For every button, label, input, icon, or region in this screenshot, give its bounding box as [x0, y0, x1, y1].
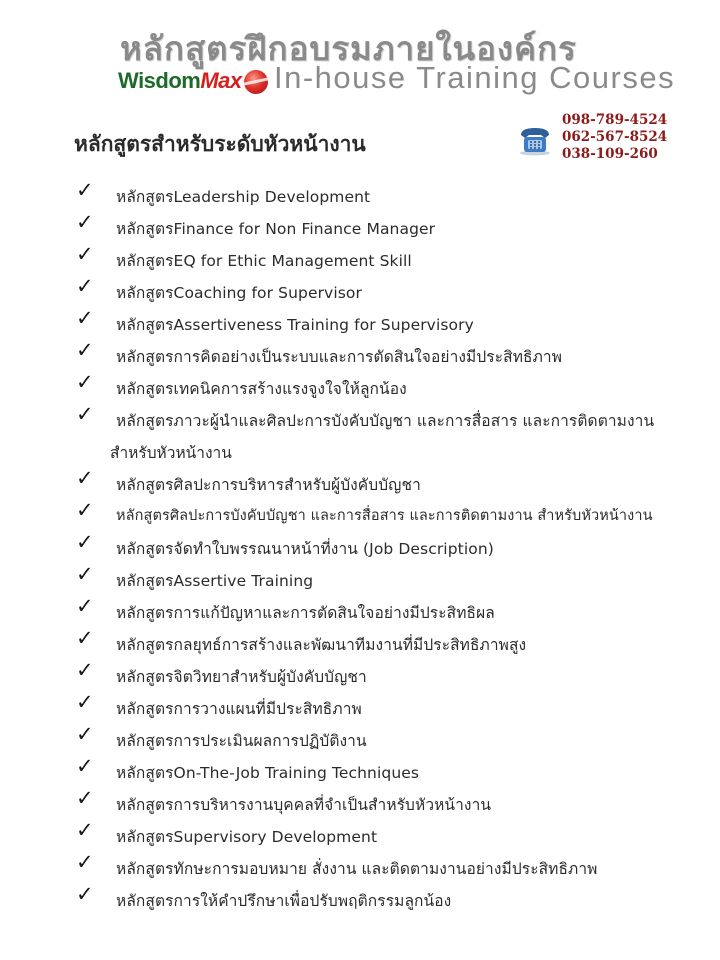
contact-phones: [562, 112, 667, 163]
check-icon: ✓: [76, 530, 94, 554]
course-label: หลักสูตรจัดทำใบพรรณนาหน้าที่งาน (Job Description): [116, 540, 494, 558]
check-icon: ✓: [76, 370, 94, 394]
check-icon: ✓: [76, 690, 94, 714]
course-label: หลักสูตรกลยุทธ์การสร้างและพัฒนาทีมงานที่มีประสิทธิภาพสูง: [116, 636, 527, 654]
course-label: หลักสูตรการบริหารงานบุคคลที่จำเป็นสำหรับหัวหน้างาน: [116, 796, 492, 814]
logo-text-main: Wisdom: [118, 68, 201, 93]
course-label: หลักสูตรSupervisory Development: [116, 828, 378, 846]
check-icon: ✓: [76, 850, 94, 874]
telephone-icon: [518, 124, 552, 156]
course-label: หลักสูตรเทคนิคการสร้างแรงจูงใจให้ลูกน้อง: [116, 380, 407, 398]
course-label: หลักสูตรการวางแผนที่มีประสิทธิภาพ: [116, 700, 362, 718]
check-icon: ✓: [76, 498, 94, 522]
course-label: หลักสูตรLeadership Development: [116, 188, 371, 206]
check-icon: ✓: [76, 402, 94, 426]
phone-number[interactable]: 038-109-260: [562, 146, 658, 162]
wisdommax-logo: [118, 66, 268, 100]
course-label: หลักสูตรทักษะการมอบหมาย สั่งงาน และติดตามงานอย่างมีประสิทธิภาพ: [116, 860, 598, 878]
logo-text-accent: Max: [200, 68, 242, 93]
course-label: หลักสูตรEQ for Ethic Management Skill: [116, 252, 412, 270]
logo-text: [118, 68, 242, 94]
course-label: หลักสูตรศิลปะการบริหารสำหรับผู้บังคับบัญชา: [116, 476, 421, 494]
header-title-english: In-house Training Courses: [274, 60, 676, 95]
check-icon: ✓: [76, 178, 94, 202]
logo-globe-icon: [244, 70, 268, 94]
course-label: หลักสูตรจิตวิทยาสำหรับผู้บังคับบัญชา: [116, 668, 367, 686]
check-icon: ✓: [76, 466, 94, 490]
check-icon: ✓: [76, 818, 94, 842]
course-label: หลักสูตรศิลปะการบังคับบัญชา และการสื่อสาร และการติดตามงาน สำหรับหัวหน้างาน: [116, 508, 653, 524]
check-icon: ✓: [76, 754, 94, 778]
check-icon: ✓: [76, 722, 94, 746]
phone-number[interactable]: 098-789-4524: [562, 112, 668, 128]
course-label-continuation: สำหรับหัวหน้างาน: [110, 444, 232, 462]
section-heading: หลักสูตรสำหรับระดับหัวหน้างาน: [74, 132, 366, 156]
check-icon: ✓: [76, 594, 94, 618]
check-icon: ✓: [76, 306, 94, 330]
course-label: หลักสูตรOn-The-Job Training Techniques: [116, 764, 420, 782]
check-icon: ✓: [76, 562, 94, 586]
course-label: หลักสูตรFinance for Non Finance Manager: [116, 220, 436, 238]
course-label: หลักสูตรAssertiveness Training for Supervisory: [116, 316, 474, 334]
check-icon: ✓: [76, 786, 94, 810]
course-label: หลักสูตรภาวะผู้นำและศิลปะการบังคับบัญชา และการสื่อสาร และการติดตามงาน: [116, 412, 655, 430]
course-label: หลักสูตรCoaching for Supervisor: [116, 284, 362, 302]
check-icon: ✓: [76, 274, 94, 298]
course-label: หลักสูตรการให้คำปรึกษาเพื่อปรับพฤติกรรมลูกน้อง: [116, 892, 452, 910]
header-title-thai: หลักสูตรฝึกอบรมภายในองค์กร: [120, 29, 577, 68]
course-label: หลักสูตรAssertive Training: [116, 572, 314, 590]
course-label: หลักสูตรการประเมินผลการปฏิบัติงาน: [116, 732, 367, 750]
course-label: หลักสูตรการคิดอย่างเป็นระบบและการตัดสินใจอย่างมีประสิทธิภาพ: [116, 348, 563, 366]
check-icon: ✓: [76, 626, 94, 650]
check-icon: ✓: [76, 882, 94, 906]
check-icon: ✓: [76, 242, 94, 266]
check-icon: ✓: [76, 338, 94, 362]
phone-number[interactable]: 062-567-8524: [562, 129, 668, 145]
course-label: หลักสูตรการแก้ปัญหาและการตัดสินใจอย่างมีประสิทธิผล: [116, 604, 495, 622]
check-icon: ✓: [76, 210, 94, 234]
check-icon: ✓: [76, 658, 94, 682]
